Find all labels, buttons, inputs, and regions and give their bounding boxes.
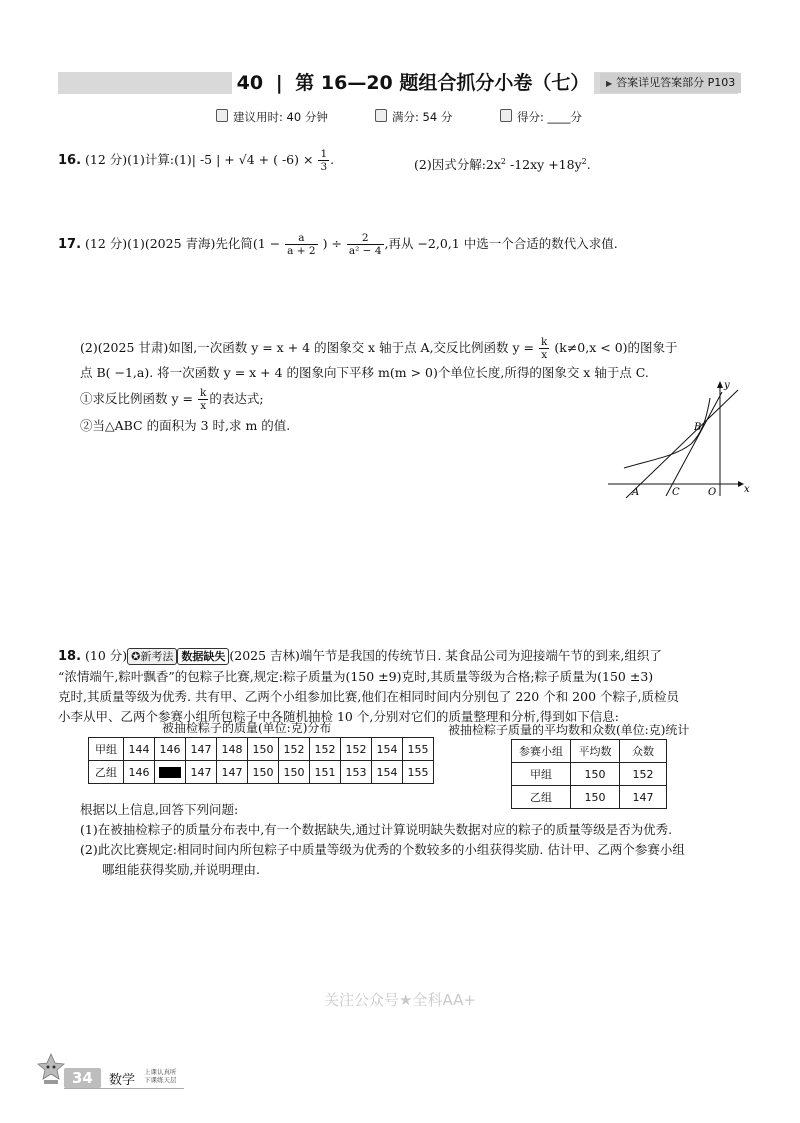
table1-title: 被抽检粽子的质量(单位:克)分布 — [162, 721, 332, 735]
footer-divider — [64, 1088, 184, 1089]
q18-line2: “浓情端午,粽叶飘香”的包粽子比赛,规定:粽子质量为(150 ±9)克时,其质量等级为合格;粽子质量为(150 ±3) — [58, 669, 654, 684]
y-label: y — [724, 380, 730, 391]
mean-mode-table — [511, 739, 667, 809]
question-number: 18. — [58, 649, 82, 664]
q18-sub1: (1)在被抽检粽子的质量分布表中,有一个数据缺失,通过计算说明缺失数据对应的粽子的质量等级是否为优秀. — [80, 822, 673, 837]
part2-sub1: ①求反比例函数 y = $\frac{k}{x}$ 的表达式; — [80, 387, 264, 412]
table-row: 甲组 150 152 — [512, 763, 667, 786]
redacted-block — [159, 767, 181, 778]
part2-sub2: ②当△ABC 的面积为 3 时,求 m 的值. — [80, 418, 291, 433]
question-number: 16. — [58, 153, 82, 168]
x-label: x — [744, 484, 750, 495]
q18-line1: 18. (10 分) ✪新考法 数据缺失 (2025 吉林)端午节是我国的传统节日. 某食品公司为迎接端午节的到来,组织了 — [58, 648, 662, 664]
q18-subquestions — [80, 800, 760, 880]
fraction-2-over-a2-minus-4: $\frac{2}{\text{a² − 4}}$ — [348, 232, 382, 257]
table-row: 乙组 146 147 147 150 150 151 153 154 155 — [89, 761, 434, 784]
function-graph — [606, 378, 756, 500]
fraction-one-third: $\frac{1}{3}$ — [320, 148, 328, 173]
suggested-time: 建议用时: 40 分钟 — [216, 109, 328, 125]
page-title: 40 | 第 16—20 题组合抓分小卷（七） — [236, 72, 590, 94]
title-number: 40 — [236, 72, 264, 94]
line-y-x-plus-4 — [626, 390, 738, 498]
score-field: 得分: ____分 — [500, 109, 582, 125]
fraction-k-over-x-2: $\frac{k}{x}$ — [199, 387, 207, 412]
y-axis-arrow — [717, 381, 723, 388]
point-c-label: C — [672, 487, 680, 498]
missing-data-tag: 数据缺失 — [177, 648, 229, 665]
pen-icon — [500, 109, 512, 122]
table2-title: 被抽检粽子质量的平均数和众数(单位:克)统计 — [448, 723, 690, 737]
fraction-k-over-x: $\frac{k}{x}$ — [541, 336, 548, 361]
question-18 — [58, 646, 758, 727]
point-a-label: A — [632, 487, 640, 498]
full-score: 满分: 54 分 — [375, 109, 452, 125]
slogan: 上课认真听 下课练天层 — [144, 1068, 177, 1084]
page-number: 34 — [64, 1068, 101, 1088]
shifted-line — [666, 392, 722, 496]
question-16: 16. (12 分)(1)计算:(1)| -5 | + √4 + ( -6) × $\frac{1}{3}$ . — [58, 148, 335, 173]
mascot-icon — [36, 1052, 66, 1086]
mass-distribution-table — [88, 737, 434, 784]
part2-line2: 点 B( −1,a). 将一次函数 y = x + 4 的图象向下平移 m(m > 0)个单位长度,所得的图象交 x 轴于点 C. — [80, 365, 649, 380]
hyperbola-curve — [624, 398, 710, 468]
q18-sub2-line2: 哪组能获得奖励,并说明理由. — [102, 862, 260, 877]
clock-icon — [216, 109, 228, 122]
watermark: 关注公众号★全科AA+ — [324, 991, 476, 1009]
table-header-row: 参赛小组 平均数 众数 — [512, 740, 667, 763]
sqrt-expression: √4 — [238, 152, 255, 167]
triangle-icon: ▶ — [606, 79, 613, 88]
star-icon: ✪ — [131, 650, 141, 663]
question-number: 17. — [58, 237, 82, 252]
new-method-tag: ✪新考法 — [127, 648, 177, 665]
point-b-label: B — [694, 422, 702, 433]
answer-reference-text: 答案详见答案部分 P103 — [616, 76, 736, 89]
title-text: 第 16—20 题组合抓分小卷（七） — [295, 72, 590, 94]
q18-line3: 克时,其质量等级为优秀. 共有甲、乙两个小组参加比赛,他们在相同时间内分别包了 220 个和 200 个粽子,质检员 — [58, 689, 679, 704]
q18-sub2-line1: (2)此次比赛规定:相同时间内所包粽子中质量等级为优秀的个数较多的小组获得奖励. 估计甲、乙两个参赛小组 — [80, 842, 685, 857]
q18-instruction: 根据以上信息,回答下列问题: — [80, 802, 239, 817]
table-row: 甲组 144 146 147 148 150 152 152 152 154 155 — [89, 738, 434, 761]
part2-line1: (2)(2025 甘肃)如图,一次函数 y = x + 4 的图象交 x 轴于点 A,交反比例函数 y = $\frac{k}{x}$ (k≠0,x < 0)的图象于 — [80, 336, 678, 361]
missing-data-cell — [155, 761, 186, 784]
document-icon — [375, 109, 387, 122]
question-16-part-2: (2)因式分解$:2x^2$ $-12xy +18y^2$. — [414, 157, 591, 173]
table-row: 乙组 150 147 — [512, 786, 667, 809]
subject-label: 数学 — [109, 1073, 136, 1088]
answer-reference — [600, 73, 741, 93]
q18-line4: 小李从甲、乙两个参赛小组所包粽子中各随机抽检 10 个,分别对它们的质量整理和分析,得到如下信息: — [58, 709, 620, 724]
origin-label: O — [708, 487, 717, 498]
fraction-a-over-a-plus-2: $\frac{a}{a + 2}$ — [287, 232, 316, 257]
question-17: 17. (12 分)(1)(2025 青海)先化简(1 − $\frac{a}{a + 2}$ ) ÷ $\frac{2}{\text{a² − 4}}$ ,再从 −2,0,1 中选一个合适的数代入求值. — [58, 232, 618, 257]
